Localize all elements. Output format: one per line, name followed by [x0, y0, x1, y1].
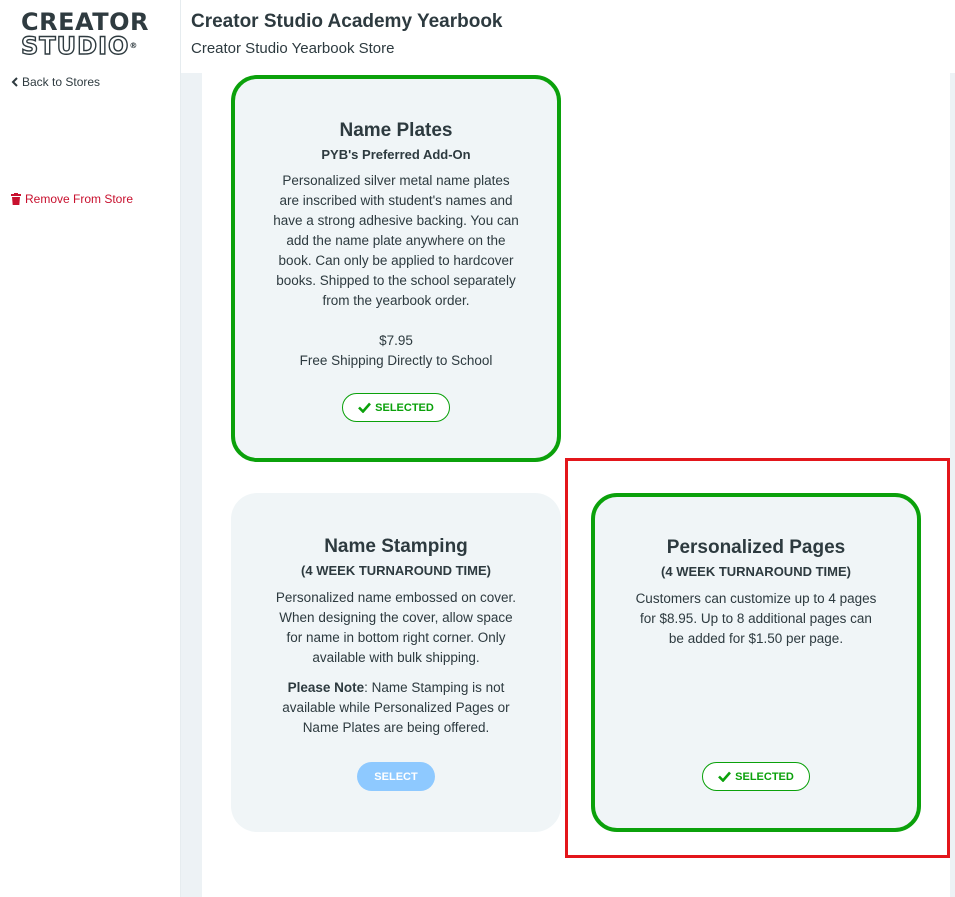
- selected-button-label: SELECTED: [375, 401, 434, 414]
- trash-icon: [11, 193, 21, 205]
- select-button[interactable]: [357, 762, 435, 791]
- card-description: Customers can customize up to 4 pages for $8.95. Up to 8 additional pages can be added for $1.50 per page.: [635, 591, 877, 646]
- addon-card-name-stamping[interactable]: [231, 493, 561, 832]
- card-note-label: Please Note: [287, 680, 365, 695]
- card-subtitle: PYB's Preferred Add-On: [321, 147, 471, 162]
- addon-card-name-plates[interactable]: [231, 75, 561, 462]
- page-title: Creator Studio Academy Yearbook: [191, 11, 503, 32]
- content-gutter: [181, 73, 202, 897]
- selected-button-label: SELECTED: [735, 770, 794, 783]
- addon-card-personalized-pages[interactable]: [591, 493, 921, 832]
- card-description: Personalized silver metal name plates are inscribed with student's names and have a strong adhesive backing. You can add the name plate anywhere on the book. Can only be applied to hardcover books. Shipped to the school separately from the yearbook order.: [273, 173, 519, 308]
- remove-from-store-link[interactable]: [11, 192, 133, 206]
- remove-from-store-label: Remove From Store: [25, 192, 134, 206]
- card-shipping: Free Shipping Directly to School: [299, 353, 493, 368]
- selected-button[interactable]: [342, 393, 450, 422]
- page-subtitle: Creator Studio Yearbook Store: [191, 40, 395, 57]
- logo-line2: [21, 34, 157, 58]
- card-note: [271, 678, 521, 738]
- logo-line1: CREATOR: [21, 8, 149, 36]
- card-title: Name Stamping: [324, 536, 468, 557]
- select-button-label: SELECT: [374, 770, 418, 783]
- card-price: $7.95: [379, 333, 413, 348]
- card-subtitle: (4 WEEK TURNAROUND TIME): [661, 564, 851, 579]
- card-title: Personalized Pages: [666, 537, 846, 558]
- sidebar: [0, 0, 181, 897]
- logo-line2-text: STUDIO: [21, 32, 130, 60]
- selected-button[interactable]: [702, 762, 810, 791]
- creator-studio-logo[interactable]: [21, 10, 157, 58]
- card-subtitle: (4 WEEK TURNAROUND TIME): [301, 563, 491, 578]
- scrollbar-track[interactable]: [950, 73, 955, 897]
- page-header: [181, 0, 955, 73]
- checkmark-icon: [358, 402, 371, 413]
- card-title: Name Plates: [339, 120, 453, 141]
- back-to-stores-link[interactable]: [11, 75, 100, 89]
- card-note-text: : Name Stamping is not available while Personalized Pages or Name Plates are being offered.: [282, 680, 510, 735]
- checkmark-icon: [718, 771, 731, 782]
- card-description: Personalized name embossed on cover. When designing the cover, allow space for name in bottom right corner. Only available with bulk shipping.: [275, 590, 517, 665]
- back-to-stores-label: Back to Stores: [22, 75, 101, 89]
- chevron-left-icon: [11, 77, 19, 87]
- logo-registered-mark: ®: [129, 41, 139, 50]
